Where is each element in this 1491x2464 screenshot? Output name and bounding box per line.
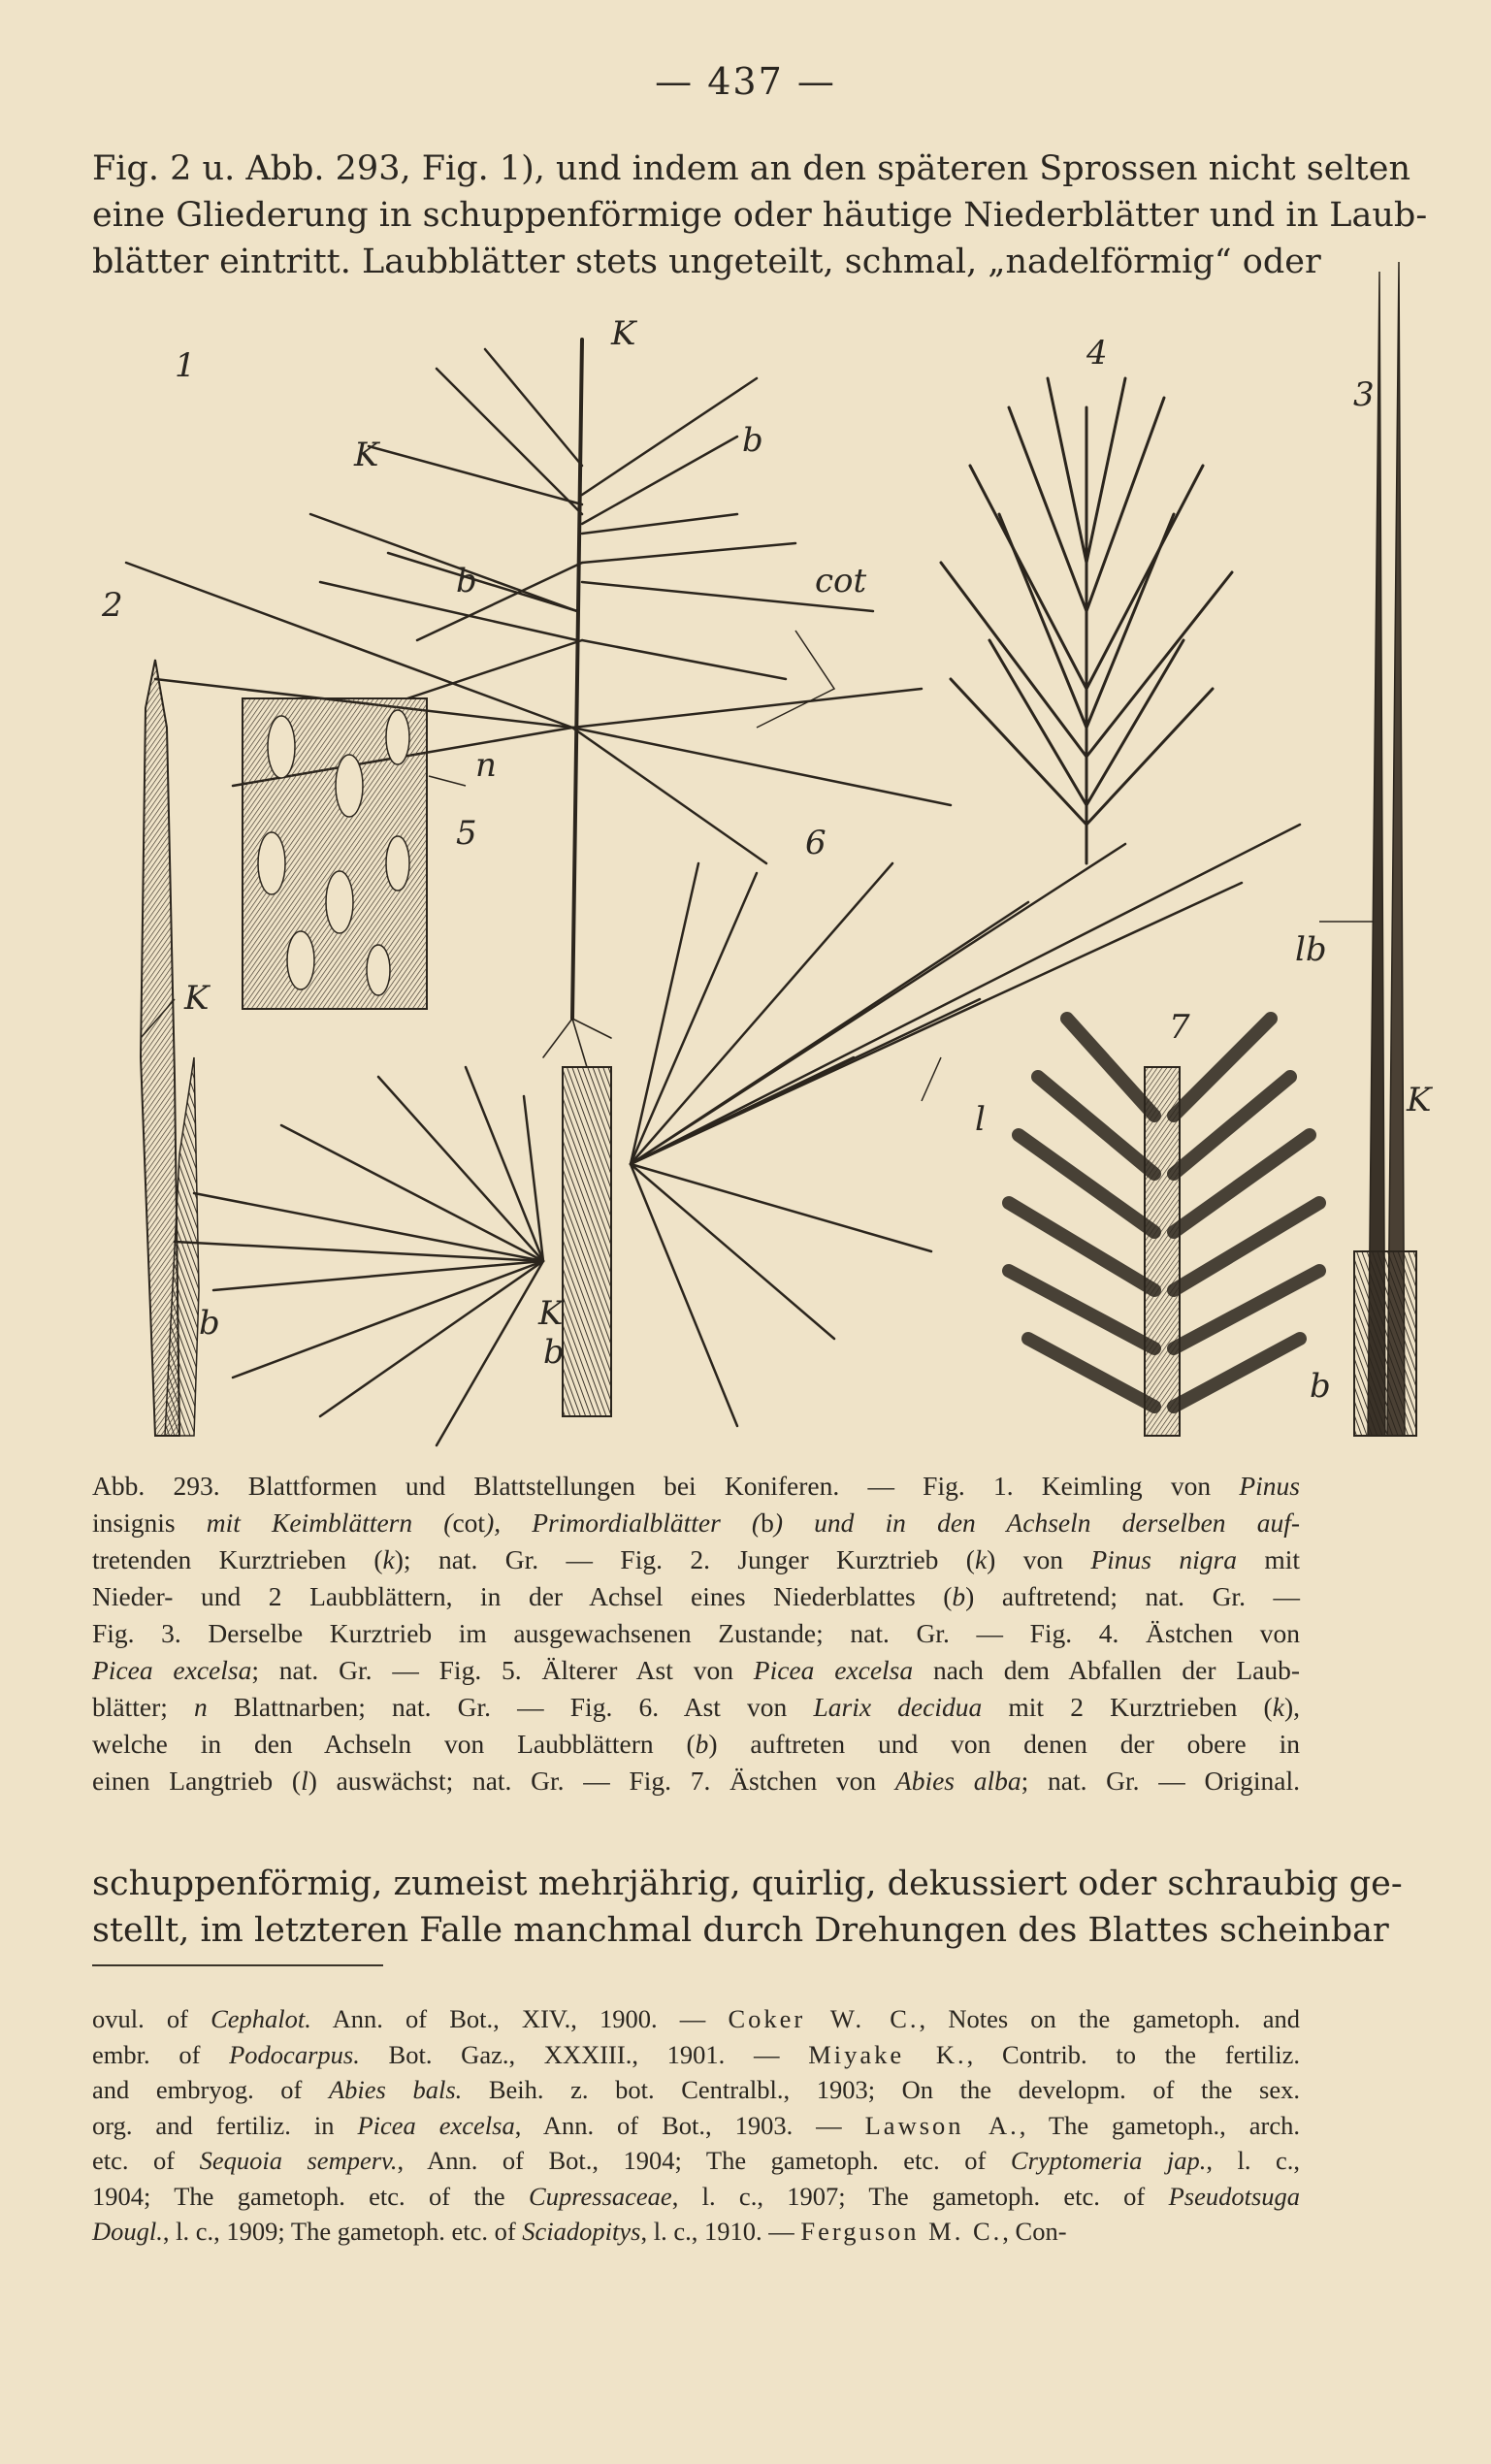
caption-segment: Larix decidua	[813, 1692, 983, 1722]
footnote-segment: Beih. z. bot. Centralbl., 1903; On the developm. of the sex.	[462, 2075, 1300, 2104]
caption-segment: ),	[1283, 1692, 1300, 1722]
footnote-segment: , l. c., 1909; The gametoph. etc. of	[162, 2217, 523, 2246]
page-number: — 437 —	[655, 60, 836, 103]
label-b-fig2: b	[199, 1304, 220, 1343]
intro-line: blätter eintritt. Laubblätter stets ungeteilt, schmal, „nadelförmig“ oder	[92, 243, 1321, 281]
caption-segment: k	[1272, 1692, 1284, 1722]
caption-segment: ) und in den Achseln derselben auf-	[773, 1508, 1300, 1538]
footnote-segment: , l. c., 1910. —	[640, 2217, 801, 2246]
continuation-line: stellt, im letzteren Falle manchmal durch Drehungen des Blattes scheinbar	[92, 1911, 1389, 1950]
caption-segment: k	[382, 1544, 395, 1574]
label-4: 4	[1086, 334, 1108, 373]
footnote-segment: Picea excelsa	[357, 2110, 515, 2140]
caption-line	[92, 1615, 1300, 1652]
caption-segment: Picea excelsa	[753, 1655, 914, 1685]
footnote-segment: 1904; The gametoph. etc. of the	[92, 2181, 530, 2211]
caption-segment: ); nat. Gr. — Fig. 2. Junger Kurztrieb (	[394, 1544, 975, 1574]
caption-line	[92, 1763, 1300, 1799]
footnote-segment: Cryptomeria jap.	[1010, 2146, 1207, 2175]
footnote-line	[92, 2108, 1300, 2144]
label-l-fig6: l	[975, 1100, 986, 1139]
fig5-older-branch	[243, 698, 427, 1009]
caption-line	[92, 1505, 1300, 1541]
caption-segment: Fig. 3. Derselbe Kurztrieb im ausgewachsenen Zustande; nat. Gr. — Fig. 4. Ästchen von	[92, 1618, 1300, 1648]
fig3-mature-shoot	[1354, 262, 1416, 1436]
label-b-a: b	[742, 421, 763, 460]
footnote-segment: embr. of	[92, 2039, 230, 2069]
footnote-segment: Sciadopitys	[522, 2217, 641, 2246]
footnote-segment: Lawson A.	[864, 2110, 1020, 2140]
caption-segment: ; nat. Gr. — Original.	[1021, 1766, 1301, 1796]
caption-segment: blätter;	[92, 1692, 195, 1722]
caption-segment: Blattnarben; nat. Gr. — Fig. 6. Ast von	[207, 1692, 814, 1722]
footnote-segment: Dougl.	[92, 2217, 163, 2246]
figure-caption	[92, 1468, 1300, 1799]
footnote-line	[92, 2001, 1300, 2037]
fig4-spruce-branchlet	[941, 378, 1232, 863]
intro-paragraph	[92, 146, 1428, 285]
caption-segment: b	[761, 1508, 774, 1538]
footnote-segment: Miyake K.	[808, 2039, 967, 2069]
label-k-fig2: K	[184, 979, 210, 1018]
label-k-left: K	[354, 436, 379, 474]
caption-segment: Picea excelsa	[92, 1655, 252, 1685]
footnote-line	[92, 2179, 1300, 2215]
footnote-segment: ovul. of	[92, 2004, 211, 2033]
footnote-line	[92, 2072, 1300, 2108]
label-lb: lb	[1295, 930, 1327, 969]
footnote-segment: Podocarpus.	[229, 2039, 360, 2069]
caption-segment: ; nat. Gr. — Fig. 5. Älterer Ast von	[251, 1655, 754, 1685]
caption-segment: n	[194, 1692, 208, 1722]
footnote-segment: , l. c., 1907; The gametoph. etc. of	[671, 2181, 1169, 2211]
caption-segment: tretenden Kurztrieben (	[92, 1544, 383, 1574]
footnote-segment: and embryog. of	[92, 2075, 329, 2104]
footnote-segment: Cephalot.	[211, 2004, 311, 2033]
caption-segment: welche in den Achseln von Laubblättern (	[92, 1729, 696, 1759]
label-b-b: b	[456, 562, 477, 600]
label-b-fig3: b	[1310, 1367, 1331, 1406]
caption-segment: ) von	[987, 1544, 1091, 1574]
caption-line	[92, 1689, 1300, 1726]
fig2-short-shoot	[141, 660, 199, 1436]
footnote	[92, 2001, 1300, 2250]
label-7: 7	[1169, 1008, 1190, 1047]
footnote-segment: , l. c.,	[1206, 2146, 1300, 2175]
caption-segment: mit Keimblättern (	[175, 1508, 453, 1538]
intro-line: Fig. 2 u. Abb. 293, Fig. 1), und indem an den späteren Sprossen nicht selten	[92, 149, 1410, 188]
caption-segment: b	[952, 1581, 966, 1611]
caption-segment: ), Primordialblätter (	[485, 1508, 762, 1538]
footnote-segment: org. and fertiliz. in	[92, 2110, 358, 2140]
footnote-segment: etc. of	[92, 2146, 200, 2175]
label-k-fig6: K	[538, 1294, 564, 1333]
caption-segment: Nieder- und 2 Laubblättern, in der Achsel eines Niederblattes (	[92, 1581, 953, 1611]
caption-line	[92, 1468, 1300, 1505]
caption-line	[92, 1726, 1300, 1763]
footnote-segment: Abies bals.	[328, 2075, 463, 2104]
continuation-line: schuppenförmig, zumeist mehrjährig, quirlig, dekussiert oder schraubig ge-	[92, 1864, 1403, 1903]
label-5: 5	[456, 814, 477, 853]
footnote-segment: Coker W. C.	[728, 2004, 920, 2033]
caption-segment: Abies alba	[894, 1766, 1021, 1796]
caption-segment: ) auftreten und von denen der obere in	[708, 1729, 1300, 1759]
fig7-fir-branchlet	[1009, 1019, 1319, 1436]
footnote-segment: , The gametoph., arch.	[1019, 2110, 1300, 2140]
label-2: 2	[102, 586, 123, 625]
footnote-segment: , Contrib. to the fertiliz.	[966, 2039, 1301, 2069]
footnote-segment: Bot. Gaz., XXXIII., 1901. —	[359, 2039, 809, 2069]
caption-segment: Pinus nigra	[1090, 1544, 1237, 1574]
caption-segment: l	[301, 1766, 308, 1796]
caption-segment: nach dem Abfallen der Laub-	[913, 1655, 1300, 1685]
caption-segment: b	[695, 1729, 709, 1759]
footnote-segment: Ferguson M. C.	[800, 2217, 1003, 2246]
intro-line: eine Gliederung in schuppenförmige oder häutige Niederblätter und in Laub-	[92, 196, 1428, 235]
label-k-fig3: K	[1407, 1081, 1432, 1119]
caption-segment: ) auftretend; nat. Gr. —	[965, 1581, 1301, 1611]
caption-segment: mit 2 Kurztrieben (	[982, 1692, 1273, 1722]
conifer-illustration	[102, 314, 1436, 1445]
caption-segment: Pinus	[1239, 1471, 1300, 1501]
label-3: 3	[1353, 375, 1375, 414]
caption-segment: k	[974, 1544, 988, 1574]
caption-segment: mit	[1236, 1544, 1301, 1574]
footnote-segment: Pseudotsuga	[1168, 2181, 1301, 2211]
label-1: 1	[175, 346, 196, 385]
footnote-segment: Cupressaceae	[529, 2181, 672, 2211]
caption-segment: insignis	[92, 1508, 176, 1538]
caption-segment: Abb. 293. Blattformen und Blattstellungen bei Koniferen. — Fig. 1. Keimling von	[92, 1471, 1240, 1501]
label-k-top: K	[611, 314, 636, 353]
footnote-segment: Ann. of Bot., XIV., 1900. —	[310, 2004, 729, 2033]
figure-drawing	[102, 314, 1436, 1445]
footnote-segment: , Notes on the gametoph. and	[919, 2004, 1301, 2033]
caption-line	[92, 1578, 1300, 1615]
footnote-segment: , Con-	[1002, 2217, 1067, 2246]
label-cot: cot	[815, 562, 867, 600]
footnote-segment: , Ann. of Bot., 1904; The gametoph. etc. of	[397, 2146, 1011, 2175]
label-n: n	[475, 746, 497, 785]
footnote-line	[92, 2037, 1300, 2073]
footnote-segment: Sequoia semperv.	[199, 2146, 398, 2175]
footnote-line	[92, 2143, 1300, 2179]
caption-line	[92, 1541, 1300, 1578]
caption-segment: ) auswächst; nat. Gr. — Fig. 7. Ästchen von	[308, 1766, 895, 1796]
caption-segment: einen Langtrieb (	[92, 1766, 302, 1796]
label-b-fig6: b	[543, 1333, 565, 1372]
footnote-segment: , Ann. of Bot., 1903. —	[514, 2110, 865, 2140]
footnote-rule	[92, 1964, 383, 1966]
label-6: 6	[805, 824, 827, 862]
footnote-line	[92, 2214, 1300, 2250]
continuation-paragraph	[92, 1861, 1403, 1954]
caption-line	[92, 1652, 1300, 1689]
caption-segment: cot	[452, 1508, 486, 1538]
